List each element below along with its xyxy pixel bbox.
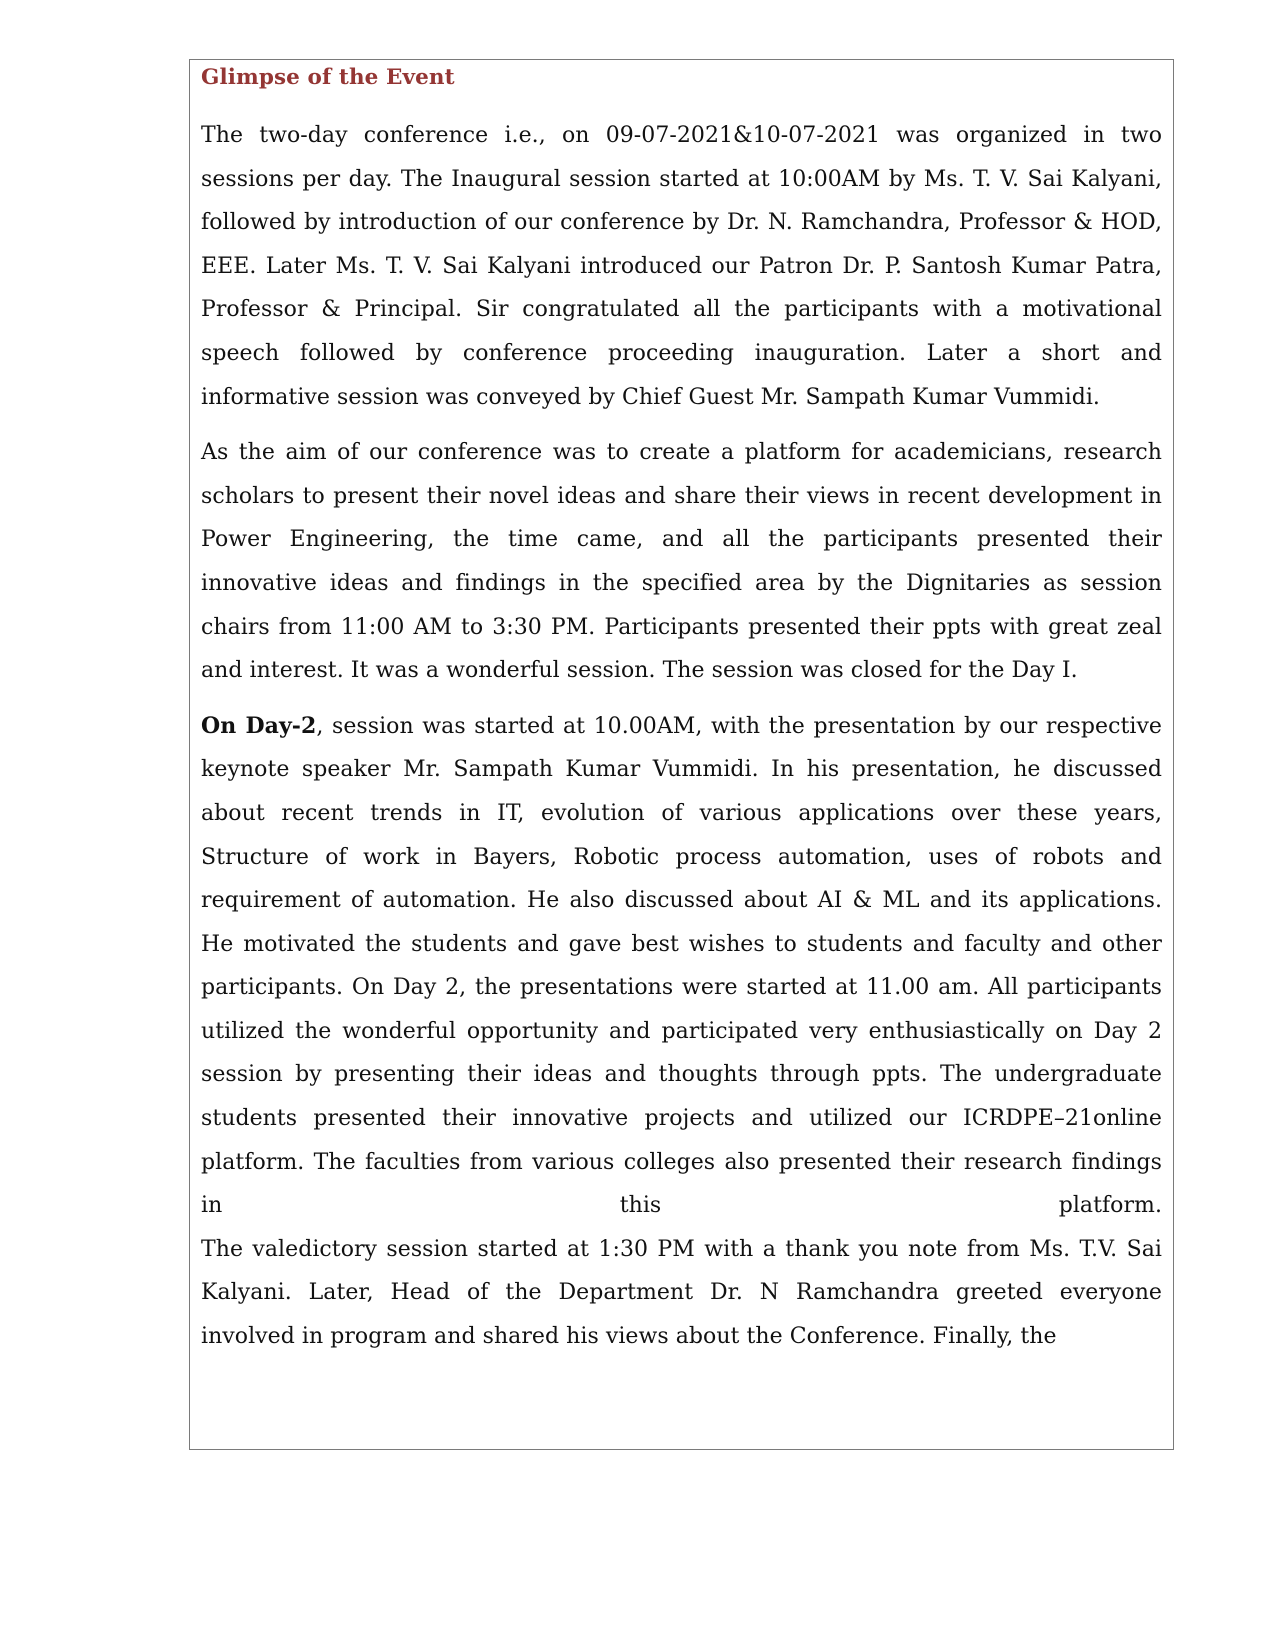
- content-box: [189, 59, 1174, 1450]
- day-2-text: , session was started at 10.00AM, with the presentation by our respective keynote speaker Mr. Sampath Kumar Vummidi. In his presentation, he discussed about recent trends in IT, evolution of various applications over these years, Structure of work in Bayers, Robotic process automation, uses of robots and requirement of automation. He also discussed about AI & ML and its applications. He motivated the students and gave best wishes to students and faculty and other participants. On Day 2, the presentations were started at 11.00 am. All participants utilized the wonderful opportunity and participated very enthusiastically on Day 2 session by presenting their ideas and thoughts through ppts. The undergraduate students presented their innovative projects and utilized our ICRDPE–21online platform. The faculties from various colleges also presented their research findings in this platform.: [201, 713, 1162, 1219]
- paragraph-day-1-presentations: As the aim of our conference was to create a platform for academicians, research scholars to present their novel ideas and share their views in recent development in Power Engineering, the time came, and all the participants presented their innovative ideas and findings in the specified area by the Dignitaries as session chairs from 11:00 AM to 3:30 PM. Participants presented their ppts with great zeal and interest. It was a wonderful session. The session was closed for the Day I.: [201, 440, 1162, 684]
- paragraph-day-2: [201, 705, 1162, 1359]
- section-heading: Glimpse of the Event: [201, 65, 455, 90]
- valedictory-text: The valedictory session started at 1:30 PM with a thank you note from Ms. T.V. Sai Kalyani. Later, Head of the Department Dr. N Ramchandra greeted everyone involved in program and shared his views about the Conference. Finally, the: [201, 1236, 1162, 1350]
- paragraph-inaugural-session: The two-day conference i.e., on 09-07-2021&10-07-2021 was organized in two sessions per day. The Inaugural session started at 10:00AM by Ms. T. V. Sai Kalyani, followed by introduction of our conference by Dr. N. Ramchandra, Professor & HOD, EEE. Later Ms. T. V. Sai Kalyani introduced our Patron Dr. P. Santosh Kumar Patra, Professor & Principal. Sir congratulated all the participants with a motivational speech followed by conference proceeding inauguration. Later a short and informative session was conveyed by Chief Guest Mr. Sampath Kumar Vummidi.: [201, 123, 1162, 410]
- day-2-lead: On Day-2: [201, 712, 317, 739]
- day-2-first-part: [201, 705, 1162, 1228]
